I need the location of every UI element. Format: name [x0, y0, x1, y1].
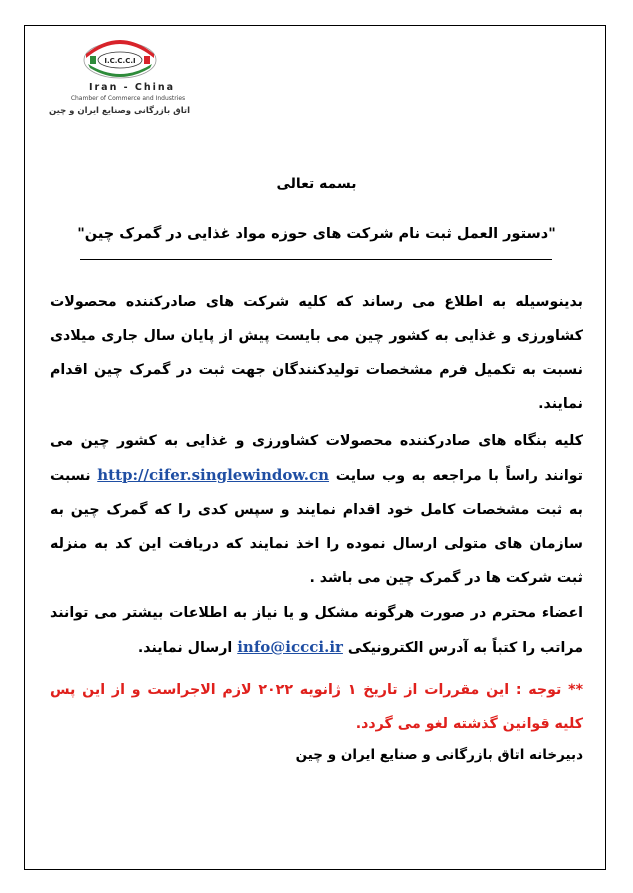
logo-name-en: Iran - China [88, 82, 176, 93]
emblem-icon [80, 36, 160, 80]
paragraph-3-after: ارسال نمایند. [137, 640, 238, 656]
svg-text:I.C.C.C.I: I.C.C.C.I [104, 57, 136, 65]
heading: بسمه تعالی [276, 176, 357, 192]
logo-subtitle-en: Chamber of Commerce and Industries [70, 95, 186, 102]
paragraph-3 [50, 596, 583, 665]
email-link[interactable]: info@iccci.ir [237, 638, 343, 656]
paragraph-1 [50, 285, 583, 421]
signature: دبیرخانه اتاق بازرگانی و صنایع ایران و چین [295, 747, 583, 763]
paragraph-2-after: نسبت به ثبت مشخصات کامل خود اقدام نمایند و سپس کدی را که گمرک چین به سازمان های متولی ارسال نموده را اخذ نمایند که دریافت این کد به منزله ثبت شرکت ها در گمرک چین می باشد . [50, 468, 583, 586]
document-title: "دستور العمل ثبت نام شرکت های حوزه مواد غذایی در گمرک چین" [77, 226, 556, 242]
title-divider [80, 259, 552, 260]
notice [50, 673, 583, 741]
notice-text: ** توجه : این مقررات از تاریخ ۱ ژانویه ۲۰۲۲ لازم الاجراست و از این پس کلیه قوانین گذشته لغو می گردد. [50, 682, 583, 732]
logo-name-fa: اتاق بازرگانی وصنایع ایران و چین [48, 106, 190, 116]
paragraph-3-before: اعضاء محترم در صورت هرگونه مشکل و یا نیاز به اطلاعات بیشتر می توانند مراتب را کتباً به آدرس الکترونیکی [50, 605, 583, 656]
logo [50, 36, 190, 131]
paragraph-1-text: بدینوسیله به اطلاع می رساند که کلیه شرکت های صادرکننده محصولات کشاورزی و غذایی به کشور چین می بایست پیش از پایان سال جاری میلادی نسبت به تکمیل فرم مشخصات تولیدکنندگان جهت ثبت در گمرک چین اقدام نمایند. [50, 294, 583, 412]
website-link[interactable]: http://cifer.singlewindow.cn [97, 466, 330, 484]
paragraph-2 [50, 424, 583, 595]
paragraph-2-before: کلیه بنگاه های صادرکننده محصولات کشاورزی و غذایی به کشور چین می توانند راساً با مراجعه به وب سایت [50, 433, 583, 484]
